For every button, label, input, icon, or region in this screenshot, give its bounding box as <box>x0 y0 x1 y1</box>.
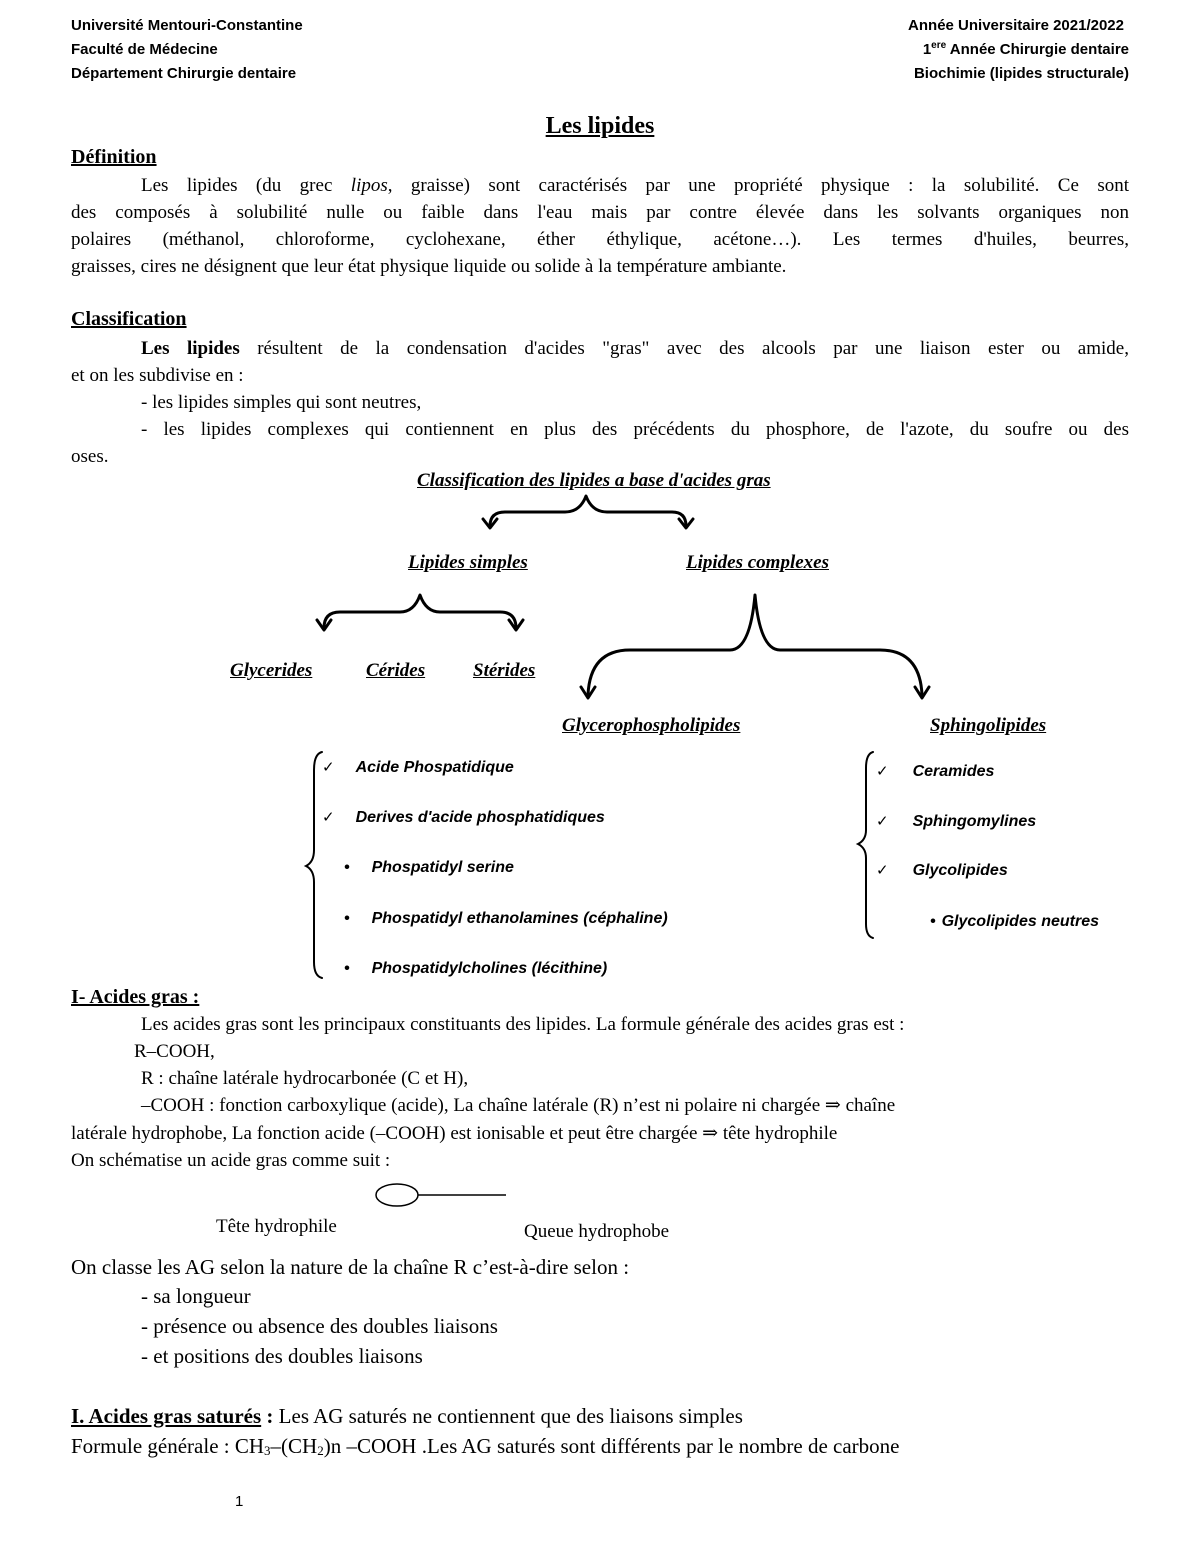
classement-item: - présence ou absence des doubles liaisons <box>141 1314 498 1338</box>
definition-line-1: Les lipides (du grec lipos, graisse) sont caractérisés par une propriété physique : la solubilité. Ce sont <box>141 175 1129 196</box>
glycero-subitem: • Phospatidyl serine <box>344 859 514 876</box>
node-cerides: Cérides <box>366 660 426 681</box>
sphingo-item: ✓ Ceramides <box>876 762 995 780</box>
brace-complex <box>588 595 922 695</box>
glycero-subitem: • Phospatidyl ethanolamines (céphaline) <box>344 910 668 927</box>
acides-gras-line-1: Les acides gras sont les principaux constituants des lipides. La formule générale des acides gras est : <box>141 1014 905 1035</box>
acides-gras-formula: R–COOH, <box>134 1041 215 1062</box>
satures-heading: I. Acides gras saturés <box>71 1404 262 1428</box>
page-title: Les lipides <box>545 113 655 139</box>
curly-brace-sphingo <box>858 752 873 938</box>
academic-year: Année Universitaire 2021/2022 <box>908 17 1124 34</box>
definition-line-4: graisses, cires ne désignent que leur état physique liquide ou solide à la température ambiante. <box>71 256 787 277</box>
classement-item: - sa longueur <box>141 1284 251 1308</box>
page-number: 1 <box>235 1493 244 1510</box>
classification-line-1: Les lipides résultent de la condensation d'acides "gras" avec des alcools par une liaison ester ou amide, <box>141 338 1129 359</box>
node-lipides-complexes: Lipides complexes <box>686 552 829 573</box>
node-sphingolipides: Sphingolipides <box>930 715 1047 736</box>
check-icon: ✓ <box>322 808 335 826</box>
glycero-item: ✓ Derives d'acide phosphatidiques <box>322 808 605 826</box>
brace-top <box>490 496 686 526</box>
check-icon: ✓ <box>876 762 889 780</box>
course-year: 1ere Année Chirurgie dentaire <box>922 40 1129 58</box>
sphingo-item: ✓ Glycolipides <box>876 861 1008 879</box>
diagram-title: Classification des lipides a base d'acides gras <box>417 470 771 491</box>
node-sterides: Stérides <box>473 660 536 681</box>
brace-simple <box>324 595 516 628</box>
classification-bullet-complex: - les lipides complexes qui contiennent en plus des précédents du phosphore, de l'azote, du soufre ou des <box>141 419 1129 440</box>
sphingo-item: ✓ Sphingomylines <box>876 812 1037 830</box>
node-lipides-simples: Lipides simples <box>408 552 528 573</box>
fatty-acid-head <box>376 1184 418 1206</box>
node-glycerides: Glycerides <box>230 660 313 681</box>
satures-line: I. Acides gras saturés : Les AG saturés ne contiennent que des liaisons simples <box>71 1404 743 1428</box>
course-subject: Biochimie (lipides structurale) <box>913 65 1129 82</box>
classification-bullet-simple: - les lipides simples qui sont neutres, <box>141 392 422 413</box>
acides-gras-line-cooh: –COOH : fonction carboxylique (acide), La chaîne latérale (R) n’est ni polaire ni chargée ⇒ chaîne <box>141 1095 896 1116</box>
node-glycerophospholipides: Glycerophospholipides <box>562 715 741 736</box>
acides-gras-line-hydrophobe: latérale hydrophobe, La fonction acide (–COOH) est ionisable et peut être chargée ⇒ tête hydrophile <box>71 1123 838 1144</box>
label-tete-hydrophile: Tête hydrophile <box>216 1216 337 1237</box>
glycero-subitem: • Phospatidylcholines (lécithine) <box>344 960 608 977</box>
check-icon: ✓ <box>876 861 889 879</box>
label-queue-hydrophobe: Queue hydrophobe <box>524 1221 670 1242</box>
sphingo-subitem: • Glycolipides neutres <box>930 913 1099 930</box>
definition-line-2: des composés à solubilité nulle ou faible dans l'eau mais par contre élevée dans les solvants organiques non <box>71 202 1129 223</box>
faculty-name: Faculté de Médecine <box>71 41 218 58</box>
check-icon: ✓ <box>876 812 889 830</box>
classification-bullet-complex-cont: oses. <box>71 446 109 467</box>
bullet-icon: • <box>344 960 350 977</box>
classement-lead: On classe les AG selon la nature de la chaîne R c’est-à-dire selon : <box>71 1255 630 1279</box>
bullet-icon: • <box>344 910 350 927</box>
acides-gras-schema-intro: On schématise un acide gras comme suit : <box>71 1150 391 1171</box>
department-name: Département Chirurgie dentaire <box>71 65 297 82</box>
definition-heading: Définition <box>71 146 157 168</box>
check-icon: ✓ <box>322 758 335 776</box>
bullet-icon: • <box>344 859 350 876</box>
bullet-icon: • <box>930 913 936 930</box>
definition-line-3: polaires (méthanol, chloroforme, cyclohexane, éther éthylique, acétone…). Les termes d'huiles, beurres, <box>71 229 1129 250</box>
acides-gras-line-r: R : chaîne latérale hydrocarbonée (C et H), <box>141 1068 469 1089</box>
classification-heading: Classification <box>71 308 187 330</box>
curly-brace-glycero <box>306 752 322 978</box>
acides-gras-heading: I- Acides gras : <box>71 986 200 1008</box>
glycero-item: ✓ Acide Phospatidique <box>322 758 514 776</box>
classification-line-2: et on les subdivise en : <box>71 365 244 386</box>
classement-item: - et positions des doubles liaisons <box>141 1344 423 1368</box>
satures-formula: Formule générale : $CH_3-(CH_2)n$ –COOH .Les AG saturés sont différents par le nombre de carbone <box>71 1434 900 1458</box>
university-name: Université Mentouri-Constantine <box>71 17 303 34</box>
